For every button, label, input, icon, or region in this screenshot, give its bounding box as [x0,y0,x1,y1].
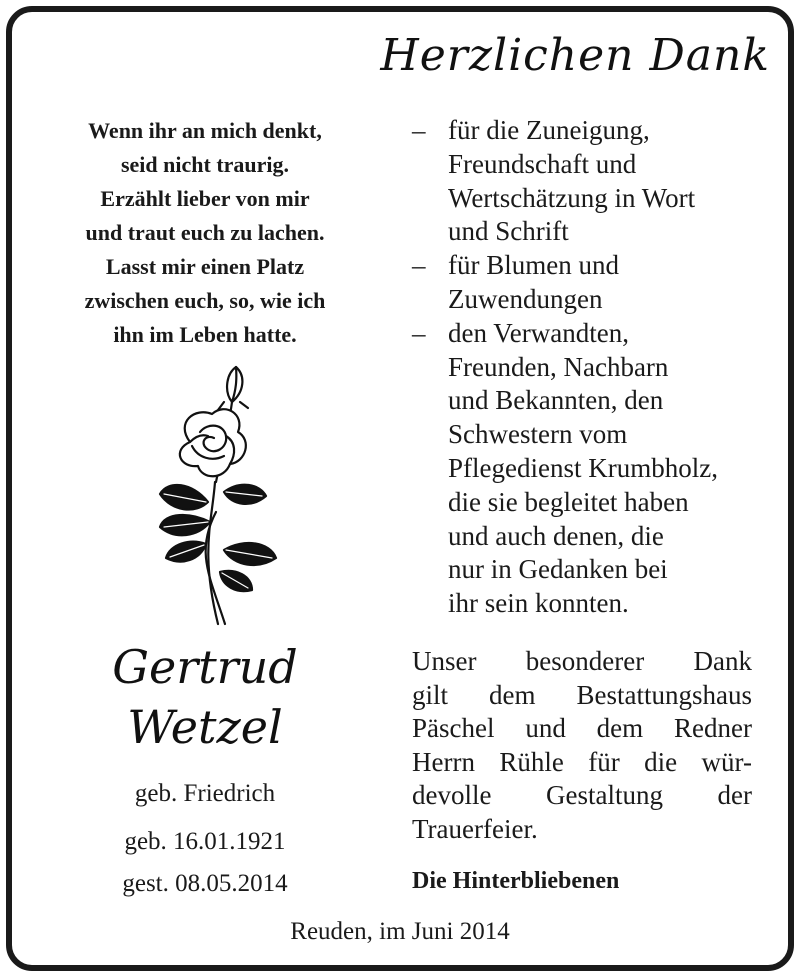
poem-line: Erzählt lieber von mir [100,186,310,211]
special-thanks-line: Herrn Rühle für die wür- [412,746,752,777]
list-item-line: Freunden, Nachbarn [448,351,669,382]
list-item-line: Pflegedienst Krumbholz, [448,452,718,483]
signature: Die Hinterbliebenen [412,868,620,894]
list-item-line: für die Zuneigung, [448,115,650,145]
death-date: gest. 08.05.2014 [122,870,288,897]
special-thanks-line: devolle Gestaltung der [412,780,752,811]
dash-bullet: – [412,250,426,281]
special-thanks-line: Päschel und dem Redner [412,713,752,744]
poem-line: und traut euch zu lachen. [85,220,325,245]
special-thanks-line: gilt dem Bestattungshaus [412,679,752,710]
list-item [412,249,772,317]
list-item-line: und Bekannten, den [448,385,664,416]
headline: Herzlichen Dank [380,30,770,81]
rose-icon [120,362,290,627]
list-item-line: die sie begleitet haben [448,486,689,517]
place-date-footer: Reuden, im Juni 2014 [290,918,510,945]
list-item-line: für Blumen und [448,250,619,281]
poem-line: Lasst mir einen Platz [105,254,305,279]
list-item-line: nur in Gedanken bei [448,554,668,585]
special-thanks-line: Trauerfeier. [412,813,538,844]
list-item-line: den Verwandten, [448,317,629,348]
poem-line: seid nicht traurig. [120,152,290,177]
maiden-name: geb. Friedrich [134,780,276,807]
deceased-last-name: Wetzel [127,700,283,754]
list-item-line: Schwestern vom [448,419,628,450]
thanks-list [412,114,772,621]
list-item-line: Wertschätzung in Wort [448,182,696,213]
dash-bullet: – [412,317,426,348]
list-item [412,114,772,249]
birth-date: geb. 16.01.1921 [124,828,286,855]
list-item [412,317,772,621]
special-thanks [412,645,752,847]
list-item-line: Zuwendungen [448,283,603,314]
poem-line: zwischen euch, so, wie ich [84,288,326,313]
deceased-first-name: Gertrud [112,640,298,694]
list-item-line: und auch denen, die [448,520,664,551]
poem-line: ihn im Leben hatte. [113,322,297,347]
list-item-line: ihr sein konnten. [448,588,629,619]
poem [30,114,380,352]
list-item-line: und Schrift [448,216,569,247]
dash-bullet: – [412,115,426,145]
special-thanks-line: Unser besonderer Dank [412,646,752,676]
list-item-line: Freundschaft und [448,148,637,179]
poem-line: Wenn ihr an mich denkt, [88,118,322,143]
